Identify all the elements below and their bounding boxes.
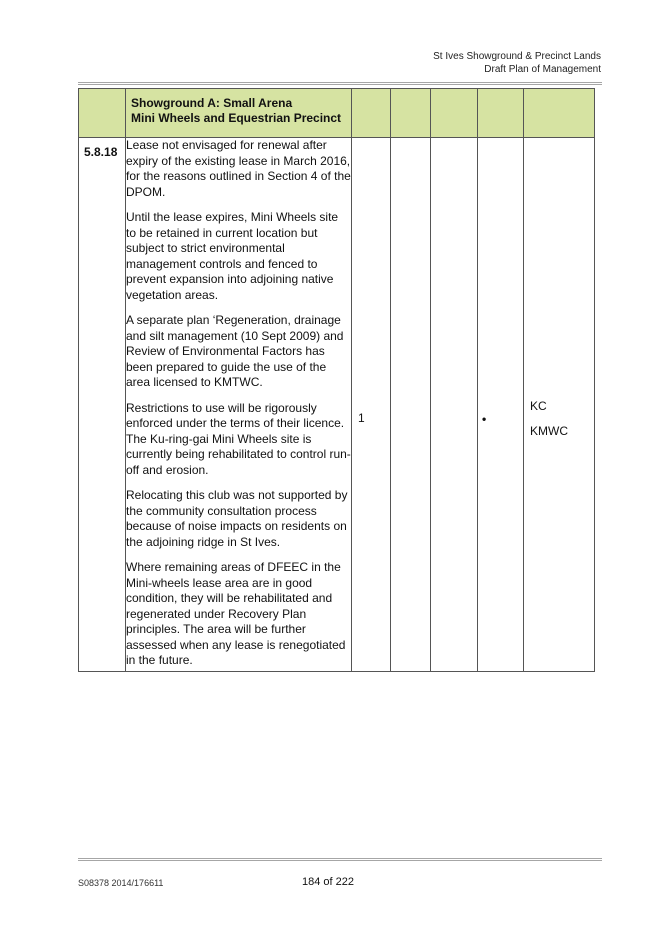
header-cell-col4 bbox=[391, 89, 431, 138]
header-cell-title bbox=[126, 89, 352, 138]
header-subtitle: Draft Plan of Management bbox=[484, 64, 601, 75]
priority-value: 1 bbox=[358, 411, 365, 425]
item-ref: 5.8.18 bbox=[84, 145, 118, 159]
description-paragraph: Restrictions to use will be rigorously enforced under the terms of their licence. The Ku-ring-gai Mini Wheels site is currently being rehabilitated to control run-off and erosion. bbox=[126, 400, 351, 477]
document-reference: S08378 2014/176611 bbox=[78, 878, 164, 888]
heading-line-2: Mini Wheels and Equestrian Precinct bbox=[131, 111, 342, 125]
empty-cell bbox=[431, 138, 478, 672]
bullet-marker: • bbox=[482, 412, 487, 426]
header-title: St Ives Showground & Precinct Lands bbox=[433, 51, 601, 62]
document-header bbox=[433, 50, 601, 76]
responsibility-kmwc: KMWC bbox=[530, 423, 568, 438]
header-cell-col5 bbox=[431, 89, 478, 138]
description-paragraph: Until the lease expires, Mini Wheels site to be retained in current location but subject to strict environmental management controls and fenced to prevent expansion into adjoining native vegetation areas. bbox=[126, 210, 339, 302]
responsibility-cell bbox=[524, 138, 595, 672]
empty-cell bbox=[391, 138, 431, 672]
description-paragraph: Where remaining areas of DFEEC in the Mini-wheels lease area are in good condition, they will be rehabilitated and regenerated under Recovery Plan principles. The area will be further assessed when any lease is renegotiated in the future. bbox=[126, 560, 346, 667]
header-cell-ref bbox=[79, 89, 126, 138]
page-number: 184 of 222 bbox=[302, 876, 354, 888]
management-table bbox=[78, 88, 595, 672]
footer-rule bbox=[78, 858, 602, 861]
priority-cell bbox=[352, 138, 391, 672]
table-header-row bbox=[79, 89, 595, 138]
table-row bbox=[79, 138, 595, 672]
header-cell-col6 bbox=[478, 89, 524, 138]
description-paragraph: Relocating this club was not supported by the community consultation process because of noise impacts on residents on the adjoining ridge in St Ives. bbox=[126, 488, 348, 549]
ref-cell bbox=[79, 138, 126, 672]
heading-line-1: Showground A: Small Arena bbox=[131, 96, 293, 110]
marker-cell bbox=[478, 138, 524, 672]
header-cell-col3 bbox=[352, 89, 391, 138]
header-cell-col7 bbox=[524, 89, 595, 138]
responsibility-kc: KC bbox=[530, 399, 547, 413]
description-paragraph: Lease not envisaged for renewal after expiry of the existing lease in March 2016, for the reasons outlined in Section 4 of the DPOM. bbox=[126, 138, 351, 199]
description-paragraph: A separate plan ‘Regeneration, drainage and silt management (10 Sept 2009) and Review of Environmental Factors has been prepared to guide the use of the area licensed to KMTWC. bbox=[126, 313, 344, 389]
header-rule bbox=[78, 82, 602, 85]
description-cell bbox=[126, 138, 352, 672]
